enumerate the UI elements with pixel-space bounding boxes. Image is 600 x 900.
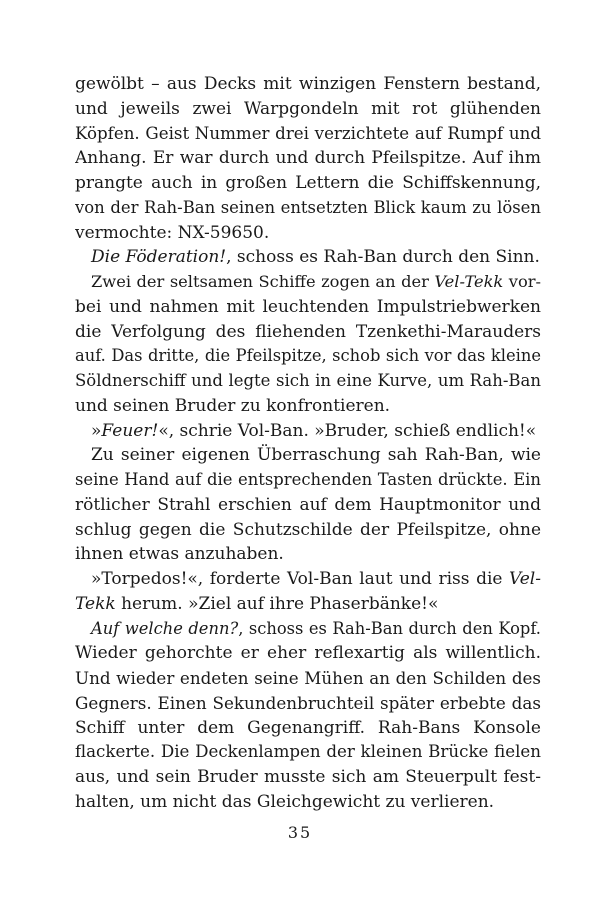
text-run: und seinen Bruder zu konfrontieren. — [75, 395, 391, 416]
text-line — [75, 245, 541, 270]
text-line — [75, 171, 541, 196]
text-run: , schoss es Rah-Ban durch den Sinn. — [226, 247, 540, 268]
text-run: schlug gegen die Schutzschilde der Pfeilspitze, ohne — [75, 519, 541, 540]
page-number: 35 — [287, 823, 313, 842]
text-run: Söldnerschiff und legte sich in eine Kurve, um Rah-Ban — [75, 371, 541, 390]
text-run: die Verfolgung des fliehenden Tzenkethi-Marauders — [75, 321, 541, 342]
text-line — [75, 716, 541, 741]
text-line — [75, 369, 541, 394]
italic-text: Vel-Tekk — [434, 272, 504, 291]
italic-text: Feuer! — [101, 420, 159, 441]
text-line — [75, 443, 541, 468]
italic-text: Auf welche denn? — [91, 618, 239, 638]
text-run: Und wieder endeten seine Mühen an den Schilden des — [75, 668, 541, 688]
text-line — [75, 641, 541, 666]
text-line — [75, 270, 541, 295]
text-run: aus, und sein Bruder musste sich am Steuerpult fest- — [75, 767, 541, 787]
italic-text: Tekk — [75, 593, 116, 614]
text-line — [75, 790, 541, 815]
text-run: vor- — [503, 272, 541, 291]
text-run: gewölbt – aus Decks mit winzigen Fenstern bestand, — [75, 74, 541, 94]
text-line — [75, 468, 541, 493]
text-line — [75, 567, 541, 592]
text-line — [75, 740, 541, 765]
text-line — [75, 617, 541, 642]
text-run: Gegners. Einen Sekundenbruchteil später erbebte das — [75, 692, 541, 713]
text-run: »Torpedos!«, forderte Vol-Ban laut und riss die — [91, 569, 510, 589]
text-line — [75, 344, 541, 369]
text-run: bei und nahmen mit leuchtenden Impulstriebwerken — [75, 296, 541, 317]
text-line — [75, 493, 541, 518]
text-line — [75, 146, 541, 171]
text-run: prangte auch in großen Lettern die Schiffskennung, — [75, 173, 541, 193]
text-run: Wieder gehorchte er eher reflexartig als willentlich. — [75, 643, 541, 664]
text-run: rötlicher Strahl erschien auf dem Hauptmonitor und — [75, 494, 541, 515]
text-run: ihnen etwas anzuhaben. — [75, 544, 284, 565]
text-line — [75, 691, 541, 716]
text-line — [75, 295, 541, 320]
text-line — [75, 221, 541, 246]
text-line — [75, 97, 541, 122]
text-line — [75, 592, 541, 617]
italic-text: Vel- — [509, 569, 541, 589]
text-run: » — [91, 420, 102, 441]
text-line — [75, 394, 541, 419]
text-run: vermochte: NX-59650. — [75, 222, 270, 243]
text-run: Schiff unter dem Gegenangriff. Rah-Bans Konsole — [75, 717, 541, 738]
text-line — [75, 666, 541, 691]
text-run: flackerte. Die Deckenlampen der kleinen Brücke fielen — [75, 742, 541, 762]
text-run: Köpfen. Geist Nummer drei verzichtete auf Rumpf und — [75, 123, 541, 143]
text-run: «, schrie Vol-Ban. »Bruder, schieß endlich!« — [158, 420, 537, 441]
text-line — [75, 196, 541, 221]
text-run: herum. »Ziel auf ihre Phaserbänke!« — [115, 593, 439, 614]
text-run: Anhang. Er war durch und durch Pfeilspitze. Auf ihm — [75, 148, 541, 169]
body-text — [75, 72, 541, 815]
text-run: seine Hand auf die entsprechenden Tasten drückte. Ein — [75, 470, 541, 489]
text-run: , schoss es Rah-Ban durch den Kopf. — [238, 618, 541, 638]
text-run: von der Rah-Ban seinen entsetzten Blick kaum zu lösen — [75, 197, 541, 217]
text-line — [75, 765, 541, 790]
text-run: halten, um nicht das Gleichgewicht zu verlieren. — [75, 791, 495, 812]
italic-text: Die Föderation! — [91, 247, 227, 268]
text-line — [75, 320, 541, 345]
text-line — [75, 419, 541, 444]
text-line — [75, 542, 541, 567]
text-run: auf. Das dritte, die Pfeilspitze, schob sich vor das kleine — [75, 346, 541, 366]
text-line — [75, 518, 541, 543]
text-line — [75, 122, 541, 147]
text-run: und jeweils zwei Warpgondeln mit rot glühenden — [75, 98, 541, 119]
text-line — [75, 72, 541, 97]
text-run: Zu seiner eigenen Überraschung sah Rah-Ban, wie — [91, 445, 541, 466]
text-run: Zwei der seltsamen Schiffe zogen an der — [91, 272, 435, 291]
